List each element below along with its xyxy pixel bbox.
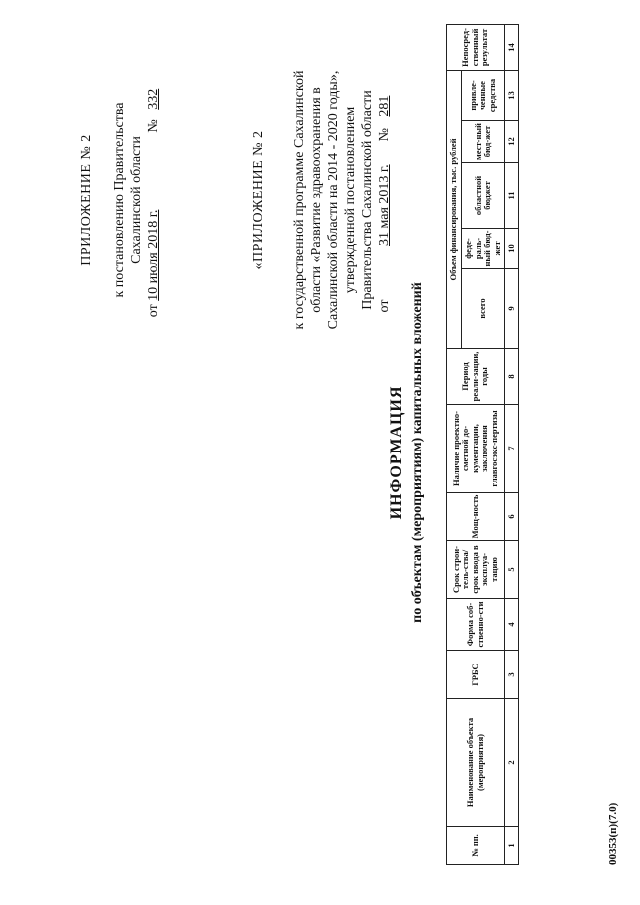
appendix-resolution-line: к постановлению Правительства	[112, 102, 127, 298]
column-number: 12	[505, 121, 519, 163]
column-number: 5	[505, 541, 519, 599]
column-number: 4	[505, 599, 519, 651]
state-program-number-label: №	[377, 128, 392, 142]
appendix-number-label: №	[146, 119, 161, 133]
state-program-line-2: области «Развитие здравоохранения в	[309, 87, 324, 313]
state-program-header	[250, 30, 393, 370]
header-construction-term: Срок строи-тель-ства/срок ввода в эксплуа-тацию	[447, 541, 505, 599]
header-name: Наименование объекта (мероприятия)	[447, 699, 505, 827]
column-number: 13	[505, 70, 519, 120]
document-title: ИНФОРМАЦИЯ	[388, 385, 405, 520]
header-ownership: Форма соб-ственно-сти	[447, 599, 505, 651]
header-funding: Объем финансирования, тыс. рублей	[447, 70, 462, 348]
header-grbs: ГРБС	[447, 651, 505, 699]
header-regional-budget: областной бюджет	[462, 163, 505, 229]
column-number: 8	[505, 349, 519, 405]
capital-investment-table	[446, 24, 519, 865]
column-number: 9	[505, 269, 519, 349]
header-capacity: Мощ-ность	[447, 493, 505, 541]
appendix-region-line: Сахалинской области	[129, 136, 144, 264]
header-result: Непосред-ственный результат	[447, 24, 505, 70]
column-number: 10	[505, 229, 519, 269]
appendix-date: 10 июля 2018 г.	[146, 209, 161, 301]
header-local-budget: мест-ный бюд-жет	[462, 121, 505, 163]
appendix-header	[78, 55, 162, 345]
column-number: 1	[505, 827, 519, 865]
column-number: 3	[505, 651, 519, 699]
document-code: 00353(п)(7.0)	[607, 802, 619, 865]
document-subtitle: по объектам (мероприятиям) капитальных вложений	[410, 282, 425, 623]
appendix-number: 332	[146, 88, 161, 110]
header-attracted-funds: привле-ченные средства	[462, 70, 505, 120]
header-total: всего	[462, 269, 505, 349]
state-program-date-prefix: от	[377, 299, 392, 313]
state-program-line-4: утвержденной постановлением	[343, 106, 358, 294]
column-number: 14	[505, 24, 519, 70]
appendix-date-prefix: от	[146, 304, 161, 318]
state-program-line-3: Сахалинской области на 2014 - 2020 годы»,	[326, 70, 341, 330]
header-documentation: Наличие проектно-сметной до-кументации, заключения главгосэкс-пертизы	[447, 405, 505, 493]
column-number: 11	[505, 163, 519, 229]
appendix-title: ПРИЛОЖЕНИЕ № 2	[79, 134, 94, 266]
state-program-line-1: к государственной программе Сахалинской	[292, 70, 307, 330]
column-number: 7	[505, 405, 519, 493]
header-no: № пп.	[447, 827, 505, 865]
state-program-number: 281	[377, 95, 392, 117]
state-program-title: «ПРИЛОЖЕНИЕ № 2	[251, 130, 266, 270]
header-federal-budget: феде-раль-ный бюд-жет	[462, 229, 505, 269]
state-program-date: 31 мая 2013 г.	[377, 164, 392, 247]
state-program-line-5: Правительства Сахалинской области	[360, 90, 375, 310]
column-number: 2	[505, 699, 519, 827]
header-period: Период реали-зации, годы	[447, 349, 505, 405]
appendix-date-line	[145, 55, 162, 345]
column-number: 6	[505, 493, 519, 541]
